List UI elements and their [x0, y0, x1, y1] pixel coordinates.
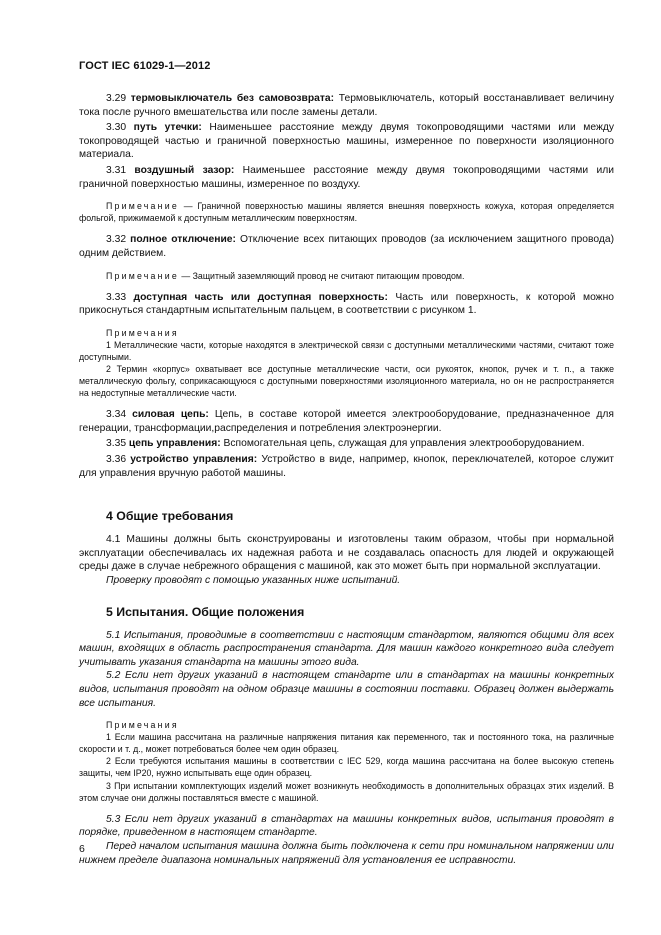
def-term: силовая цепь:	[132, 409, 209, 421]
paragraph-5-1: 5.1 Испытания, проводимые в соответствии с настоящим стандартом, являются общими для всех машин, входящих в область распространения стандарта. Для машин каждого конкретного вида следует учитывать указания стандарта на машины этого вида.	[79, 629, 614, 668]
document-header: ГОСТ IEC 61029-1—2012	[79, 60, 211, 72]
def-term: доступная часть или доступная поверхность:	[133, 291, 388, 303]
def-text: Термовыключатель, который восстанавливает величину тока после ручного вмешательства или после замены детали.	[79, 93, 614, 118]
definition-3-29	[79, 92, 614, 119]
note-text: — Граничной поверхностью машины является внешняя поверхность кожуха, которая определяется фольгой, прижимаемой к доступным металлическим поверхностям.	[79, 201, 614, 224]
note-5-1: 1 Если машина рассчитана на различные напряжения питания как переменного, так и постоянного тока, на различные скорости и т. д., может потребоваться более чем один образец.	[79, 732, 614, 755]
def-number: 3.32	[106, 234, 131, 246]
def-number: 3.29	[106, 93, 131, 104]
paragraph-5-3-b: Перед началом испытания машина должна быть подключена к сети при номинальном напряжении или нижнем пределе диапазона номинальных напряжений для установления ее исправности.	[79, 840, 614, 866]
def-term: полное отключение:	[130, 234, 236, 246]
definition-3-31	[79, 164, 614, 191]
page-content	[79, 90, 614, 867]
notes-heading-5: Примечания	[106, 720, 179, 731]
def-term: путь утечки:	[133, 122, 202, 134]
def-text: Наименьшее расстояние между двумя токопроводящими частями или граничной поверхностью машины, измеренное по воздуху.	[79, 164, 614, 190]
def-number: 3.36	[106, 454, 131, 466]
definition-3-35	[79, 437, 614, 451]
def-term: устройство управления:	[130, 454, 258, 466]
definition-3-34	[79, 408, 614, 435]
definition-3-36	[79, 453, 614, 480]
section-5-title: 5 Испытания. Общие положения	[106, 604, 305, 619]
def-term: цепь управления:	[128, 438, 221, 450]
note-label: Примечание	[106, 201, 179, 212]
notes-heading-3-33: Примечания	[106, 327, 179, 338]
paragraph-4-1: 4.1 Машины должны быть сконструированы и изготовлены таким образом, чтобы при нормальной эксплуатации обеспечивалась их надежная работа и не создавалась опасность для людей и окружающей среды даже в случае небрежного обращения с машиной, как это может быть при нормальной эксплуатации.	[79, 534, 614, 573]
def-number: 3.30	[106, 122, 134, 134]
def-term: термовыключатель без самовозврата:	[130, 93, 335, 104]
def-number: 3.31	[106, 164, 135, 176]
section-4-title: 4 Общие требования	[106, 509, 234, 524]
note-3-32	[79, 270, 614, 282]
def-text: Часть или поверхность, к которой можно прикоснуться стандартным испытательным пальцем, в соответствии с рисунком 1.	[79, 291, 614, 317]
note-text: — Защитный заземляющий провод не считают питающим проводом.	[178, 270, 465, 281]
def-text: Цепь, в составе которой имеется электрооборудование, предназначенное для генерации, трансформации,распределения и потребления электроэнергии.	[79, 409, 614, 434]
note-3-33-2: 2 Термин «корпус» охватывает все доступные металлические части, оси рукояток, кнопок, ручек и т. п., а также металлическую фольгу, соприкасающуюся с доступными поверхностями изоляционного материала, но он не распространяется на недоступные металлические части.	[79, 364, 614, 399]
paragraph-5-2: 5.2 Если нет других указаний в настоящем стандарте или в стандартах на машины конкретных видов, испытания проводят на одном образце машины в состоянии поставки. Образец должен выдержать все испытания.	[79, 670, 614, 709]
paragraph-5-3: 5.3 Если нет других указаний в стандартах на машины конкретных видов, испытания проводят в порядке, приведенном в настоящем стандарте.	[79, 813, 614, 839]
note-3-33-1: 1 Металлические части, которые находятся в электрической связи с доступными металлическими частями, считают тоже доступными.	[79, 339, 614, 362]
note-3-31	[79, 200, 614, 224]
definition-3-30	[79, 121, 614, 162]
def-text: Устройство в виде, например, кнопок, переключателей, которое служит для управления вручную работой машины.	[79, 454, 614, 479]
note-label: Примечание	[106, 270, 179, 281]
page-number: 6	[79, 843, 85, 855]
def-number: 3.34	[106, 409, 133, 421]
def-text: Наименьшее расстояние между двумя токопроводящими частями или между токопроводящей частью и граничной поверхностью машины, измеренное по поверхности изоляционного материала.	[79, 122, 615, 161]
def-number: 3.33	[106, 291, 134, 303]
def-number: 3.35	[106, 438, 129, 450]
paragraph-4-1-check: Проверку проводят с помощью указанных ниже испытаний.	[106, 575, 401, 587]
note-5-3: 3 При испытании комплектующих изделий может возникнуть необходимость в дополнительных образцах этих изделий. В этом случае они должны поставляться вместе с машиной.	[79, 780, 614, 803]
def-term: воздушный зазор:	[134, 164, 235, 176]
def-text: Отключение всех питающих проводов (за исключением защитного провода) одним действием.	[79, 234, 615, 259]
def-text: Вспомогательная цепь, служащая для управления электрооборудованием.	[220, 438, 585, 450]
definition-3-32	[79, 233, 614, 260]
definition-3-33	[79, 291, 614, 318]
note-5-2: 2 Если требуются испытания машины в соответствии с IEC 529, когда машина рассчитана на более высокую степень защиты, чем IP20, нужно испытывать еще один образец.	[79, 756, 614, 779]
